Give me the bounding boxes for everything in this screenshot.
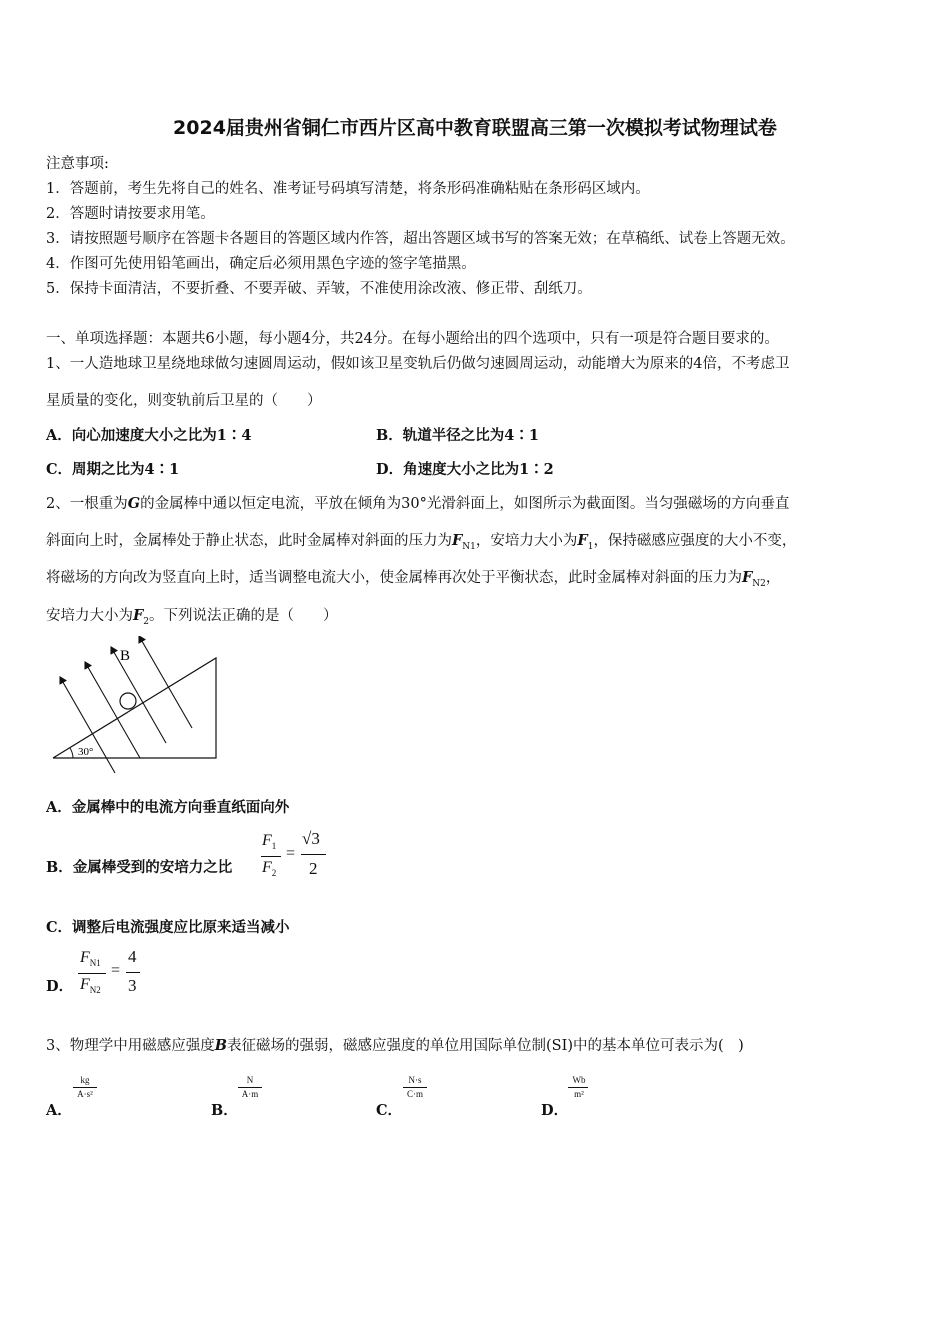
formula-subscript: N1: [89, 958, 101, 969]
q2-text: 的金属棒中通以恒定电流，平放在倾角为30°光滑斜面上，如图所示为截面图。当匀强磁场的方向垂直: [140, 496, 790, 512]
fraction-bar: [403, 1087, 427, 1088]
fn2-subscript: N2: [752, 578, 766, 589]
q1-stem-line2: 星质量的变化，则变轨前后卫星的（ ）: [46, 393, 322, 409]
q2-text: 安培力大小为: [46, 608, 133, 624]
angle-arc: [70, 748, 73, 758]
page-title: 2024届贵州省铜仁市西片区高中教育联盟高三第一次模拟考试物理试卷: [173, 117, 777, 139]
metal-rod: [120, 693, 136, 709]
formula-symbol: F: [262, 832, 272, 849]
formula-symbol: F: [262, 859, 272, 876]
fraction-bar: [301, 854, 326, 855]
q2-text: ，保持磁感应强度的大小不变，: [593, 533, 797, 549]
notice-item: 5．保持卡面清洁，不要折叠、不要弄破、弄皱，不准使用涂改液、修正带、刮纸刀。: [46, 281, 592, 297]
formula-equals: =: [111, 962, 121, 979]
section-heading: 一、单项选择题：本题共6小题，每小题4分，共24分。在每小题给出的四个选项中，只有一项是符合题目要求的。: [46, 331, 779, 347]
weight-symbol: G: [127, 495, 141, 512]
unit-denominator: C·m: [406, 1089, 423, 1099]
formula-equals: =: [286, 845, 296, 862]
q1-option-d: D．角速度大小之比为1∶2: [376, 461, 554, 478]
q2-option-c: C．调整后电流强度应比原来适当减小: [46, 919, 290, 936]
q1-stem-line1: 1、一人造地球卫星绕地球做匀速圆周运动，假如该卫星变轨后仍做匀速圆周运动，动能增大为原来的4倍，不考虑卫: [46, 356, 790, 372]
formula-denominator: 2: [309, 859, 318, 878]
formula-symbol: F: [80, 949, 90, 966]
q2-stem-line1: [46, 492, 789, 513]
incline-figure: [40, 636, 230, 776]
q2-option-d: D．: [46, 978, 74, 995]
unit-denominator: A·m: [241, 1089, 259, 1099]
q2-stem-line3: [46, 566, 780, 589]
q1-option-b: B．轨道半径之比为4∶1: [376, 427, 539, 444]
q2-text: 将磁场的方向改为竖直向上时，适当调整电流大小，使金属棒再次处于平衡状态，此时金属棒对斜面的压力为: [46, 570, 742, 586]
option-letter: A．: [46, 1102, 72, 1119]
fraction-bar: [78, 973, 106, 974]
notice-item: 1．答题前，考生先将自己的姓名、准考证号码填写清楚，将条形码准确粘贴在条形码区域内。: [46, 181, 650, 197]
q2-stem-line2: [46, 529, 796, 552]
formula-subscript: N2: [89, 985, 101, 996]
b-symbol: B: [214, 1037, 227, 1054]
fraction-bar: [126, 972, 140, 973]
q3-text: 表征磁场的强弱，磁感应强度的单位用国际单位制(SI)中的基本单位可表示为( ): [227, 1038, 744, 1054]
formula-symbol: F: [80, 976, 90, 993]
fn2-symbol: F: [742, 569, 753, 586]
q2-text: 2、一根重为: [46, 496, 128, 512]
f2-symbol: F: [133, 607, 144, 624]
formula-subscript: 1: [271, 841, 277, 852]
unit-denominator: m²: [574, 1089, 584, 1099]
q2-text: 。下列说法正确的是（ ）: [149, 608, 338, 624]
fraction-bar: [568, 1087, 588, 1088]
field-label: B: [120, 648, 131, 664]
formula-subscript: 2: [271, 868, 277, 879]
q2-text: ，安培力大小为: [475, 533, 578, 549]
notice-item: 2．答题时请按要求用笔。: [46, 206, 215, 222]
q2-stem-line4: [46, 604, 338, 627]
f1-subscript: 1: [587, 541, 594, 552]
unit-numerator: N·s: [408, 1075, 422, 1085]
unit-numerator: Wb: [572, 1075, 586, 1085]
notice-heading: 注意事项:: [46, 156, 109, 172]
option-letter: D．: [541, 1102, 569, 1119]
formula-numerator: 4: [128, 947, 137, 966]
q3-text: 3、物理学中用磁感应强度: [46, 1038, 215, 1054]
q2-option-b: B．金属棒受到的安培力之比: [46, 859, 233, 876]
formula-numerator: √3: [302, 829, 320, 848]
formula-denominator: 3: [128, 976, 137, 995]
fn1-subscript: N1: [462, 541, 476, 552]
f2-subscript: 2: [143, 616, 150, 627]
q2-text: ，: [765, 570, 781, 586]
notice-item: 3．请按照题号顺序在答题卡各题目的答题区域内作答，超出答题区域书写的答案无效；在草稿纸、试卷上答题无效。: [46, 231, 795, 247]
fraction-bar: [261, 856, 281, 857]
unit-numerator: kg: [80, 1075, 90, 1085]
q1-option-a: A．向心加速度大小之比为1∶4: [46, 427, 252, 444]
q3-stem: [46, 1034, 744, 1055]
q2-option-a: A．金属棒中的电流方向垂直纸面向外: [46, 799, 290, 816]
option-letter: C．: [376, 1102, 403, 1119]
unit-denominator: A·s²: [77, 1089, 93, 1099]
unit-numerator: N: [246, 1075, 254, 1085]
angle-label: 30°: [78, 746, 94, 758]
field-line: [139, 636, 192, 728]
fraction-bar: [73, 1087, 97, 1088]
fraction-bar: [238, 1087, 262, 1088]
q2-text: 斜面向上时，金属棒处于静止状态，此时金属棒对斜面的压力为: [46, 533, 452, 549]
f1-symbol: F: [577, 532, 588, 549]
option-letter: B．: [211, 1102, 238, 1119]
fn1-symbol: F: [452, 532, 463, 549]
notice-item: 4．作图可先使用铅笔画出，确定后必须用黑色字迹的签字笔描黑。: [46, 256, 476, 272]
q1-option-c: C．周期之比为4∶1: [46, 461, 180, 478]
